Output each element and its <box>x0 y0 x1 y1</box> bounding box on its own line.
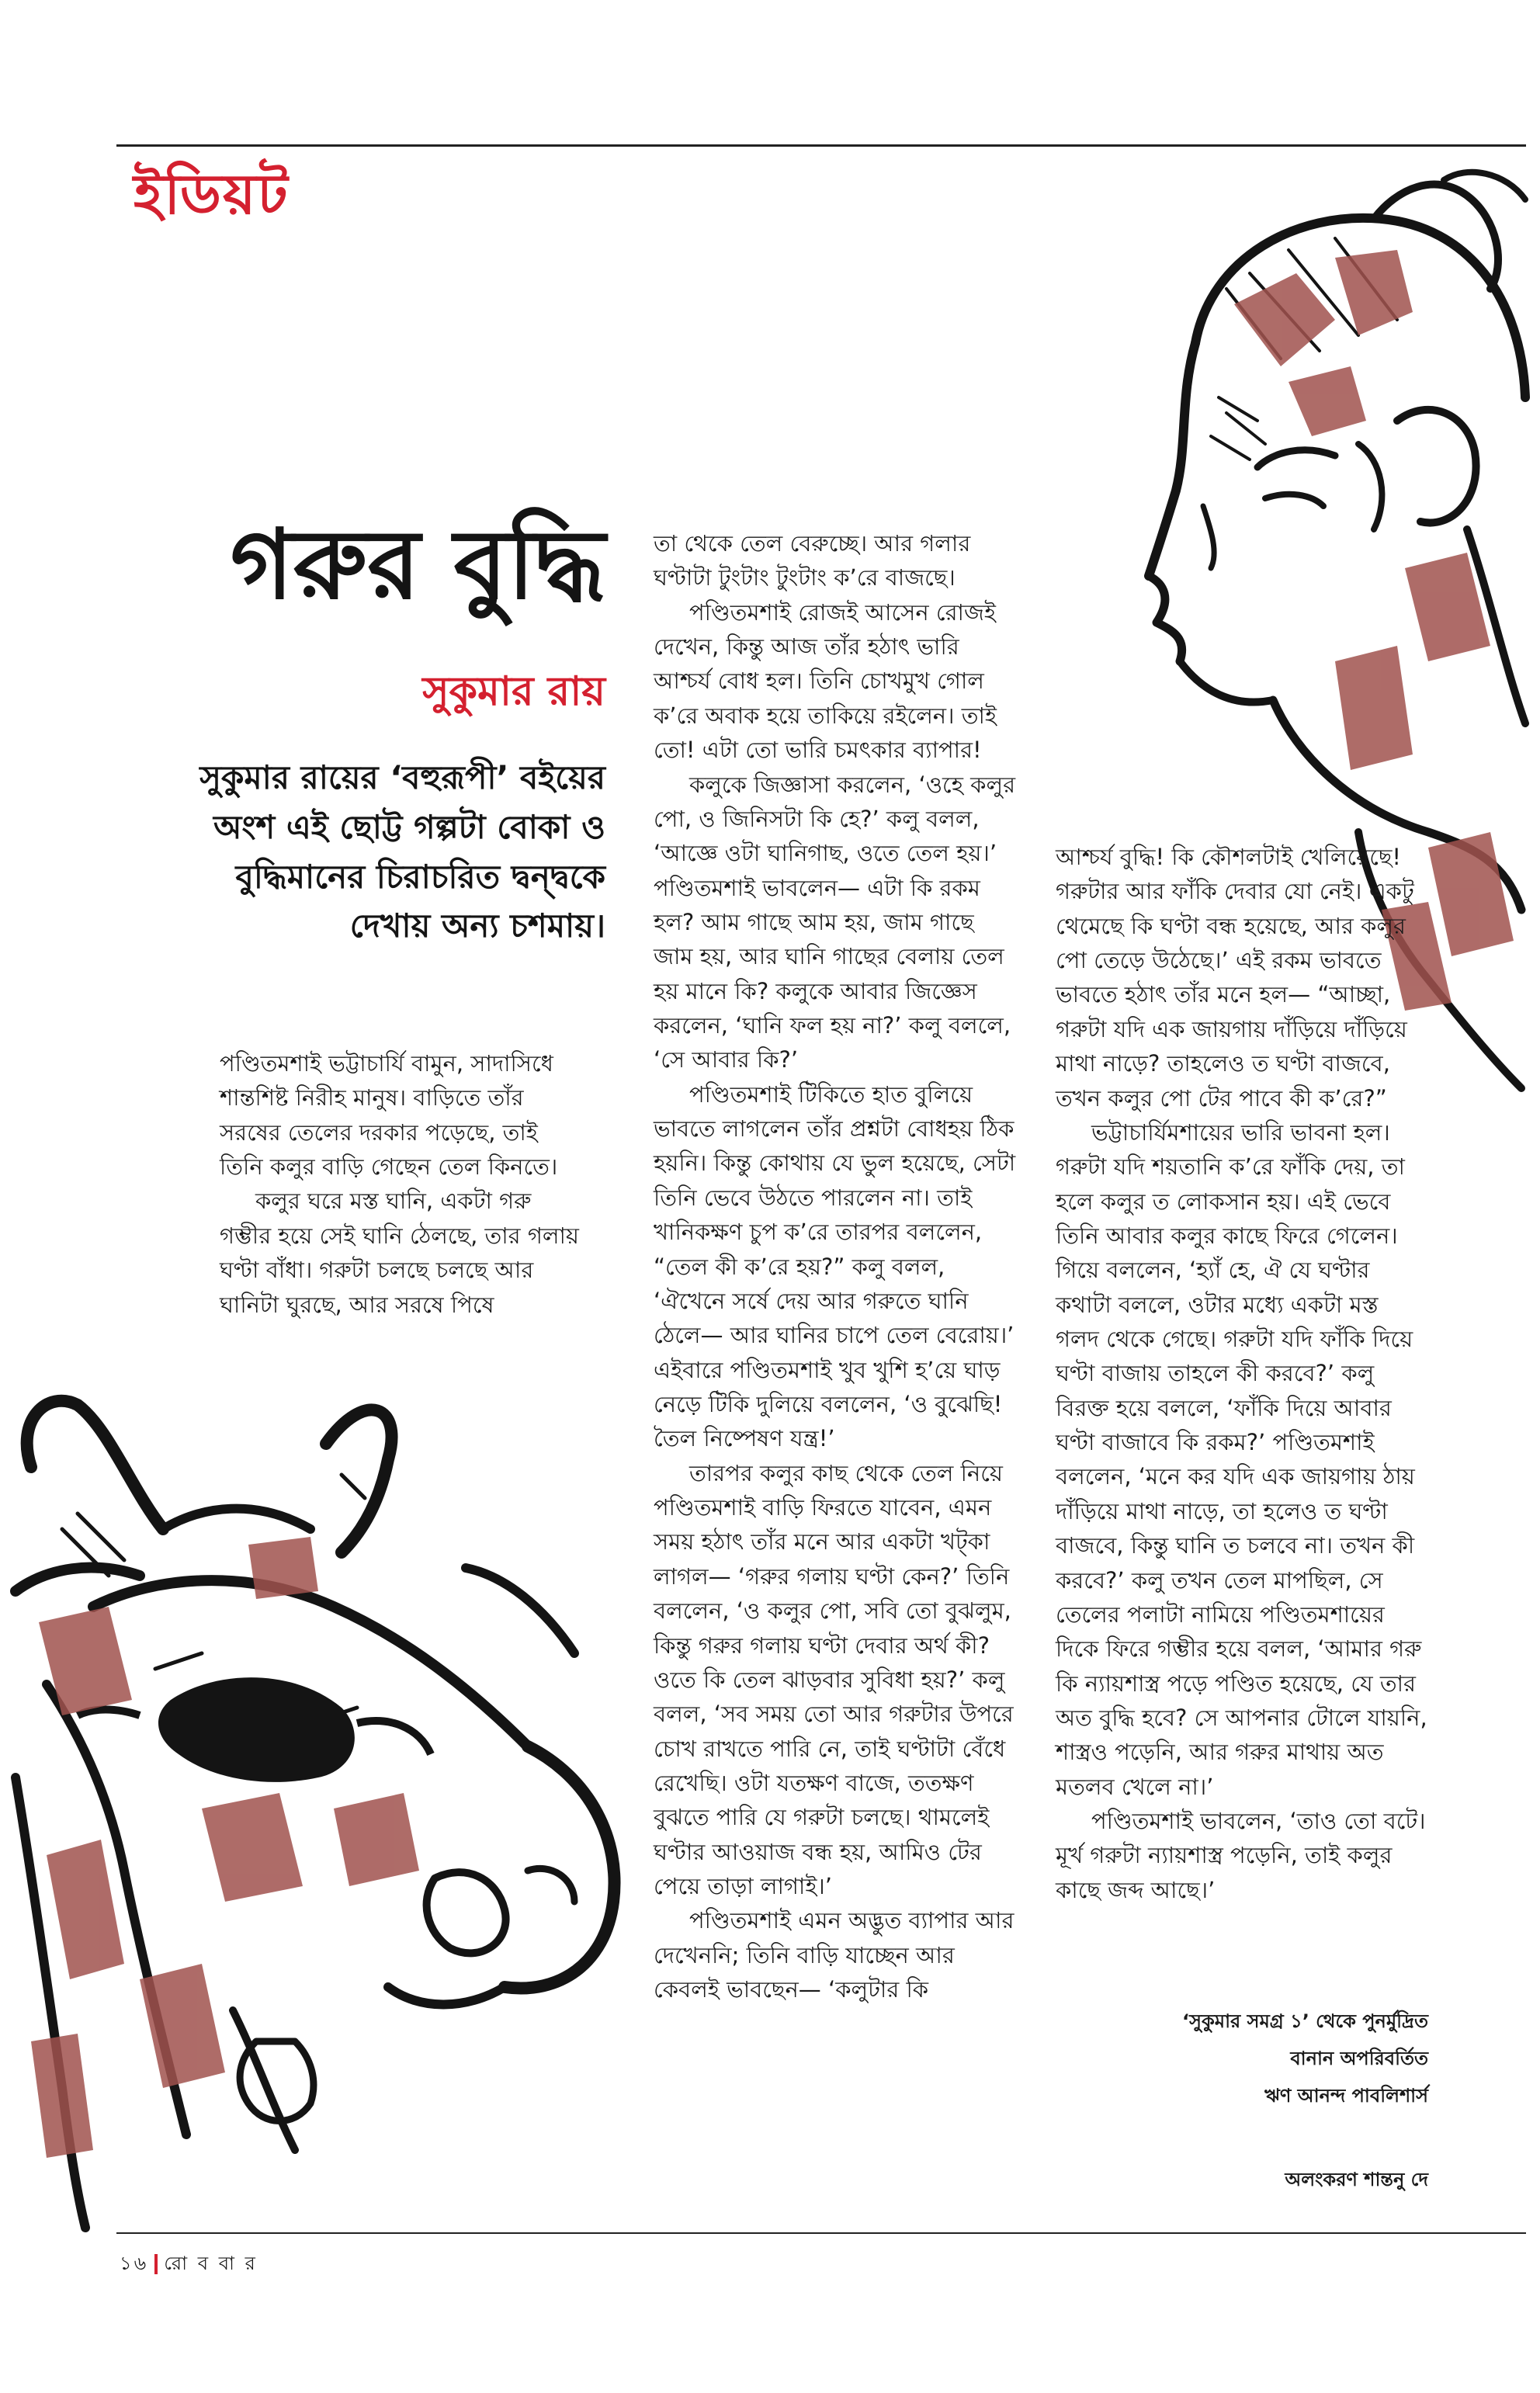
paragraph: তারপর কলুর কাছ থেকে তেল নিয়ে পণ্ডিতমশাই বাড়ি ফিরতে যাবেন, এমন সময় হঠাৎ তাঁর মনে আর একটা খট্‌কা লাগল— ‘গরুর গলায় ঘণ্টা কেন?’ তিনি বললেন, ‘ও কলুর পো, সবি তো বুঝলুম, কিন্তু গরুর গলায় ঘণ্টা দেবার অর্থ কী? ওতে কি তেল ঝাড়বার সুবিধা হয়?’ কলু বলল, ‘সব সময় তো আর গরুটার উপরে চোখ রাখতে পারি নে, তাই ঘণ্টাটা বেঁধে রেখেছি। ওটা যতক্ষণ বাজে, ততক্ষণ বুঝতে পারি যে গরুটা চলছে। থামলেই ঘণ্টার আওয়াজ বন্ধ হয়, আমিও টের পেয়ে তাড়া লাগাই।’ <box>654 1459 1014 1900</box>
author-name: সুকুমার রায় <box>422 668 605 715</box>
credit-debt: ঋণ আনন্দ পাবলিশার্স <box>1264 2085 1428 2107</box>
article-title: গরুর বুদ্ধি <box>230 508 605 621</box>
paragraph: পণ্ডিতমশাই টিকিতে হাত বুলিয়ে ভাবতে লাগলেন তাঁর প্রশ্নটা বোধহয় ঠিক হয়নি। কিন্তু কোথায় যে ভুল হয়েছে, সেটা তিনি ভেবে উঠতে পারলেন না। তাই খানিকক্ষণ চুপ ক’রে তারপর বললেন, “তেল কী ক’রে হয়?” কলু বলল, ‘ঐখেনে সর্ষে দেয় আর গরুতে ঘানি ঠেলে— আর ঘানির চাপে তেল বেরোয়।’ এইবারে পণ্ডিতমশাই খুব খুশি হ’য়ে ঘাড় নেড়ে টিকি দুলিয়ে বললেন, ‘ও বুঝেছি! তৈল নিষ্পেষণ যন্ত্র!’ <box>654 1080 1016 1452</box>
magazine-name: রো ব বা র <box>164 2253 258 2274</box>
cow-with-sunglasses-illustration <box>0 1374 636 2235</box>
paragraph: তা থেকে তেল বেরুচ্ছে। আর গলার ঘণ্টাটা টুংটাং টুংটাং ক’রে বাজছে। <box>654 530 971 591</box>
text-column-1 <box>220 1046 584 1322</box>
illustration-credit: অলংকরণ শান্তনু দে <box>1285 2169 1428 2190</box>
text-column-2 <box>654 526 1018 2006</box>
page-footer <box>120 2249 258 2280</box>
paragraph: পণ্ডিতমশাই রোজই আসেন রোজই দেখেন, কিন্তু আজ তাঁর হঠাৎ ভারি আশ্চর্য বোধ হল। তিনি চোখমুখ গোল ক’রে অবাক হয়ে তাকিয়ে রইলেন। তাই তো! এটা তো ভারি চমৎকার ব্যাপার! <box>654 598 997 764</box>
paragraph: আশ্চর্য বুদ্ধি! কি কৌশলটাই খেলিয়েছে! গরুটার আর ফাঁকি দেবার যো নেই। একটু থেমেছে কি ঘণ্টা বন্ধ হয়েছে, আর কলুর পো তেড়ে উঠেছে।’ এই রকম ভাবতে ভাবতে হঠাৎ তাঁর মনে হল— “আচ্ছা, গরুটা যদি এক জায়গায় দাঁড়িয়ে দাঁড়িয়ে মাথা নাড়ে? তাহলেও ত ঘণ্টা বাজবে, তখন কলুর পো টের পাবে কী ক’রে?” <box>1056 844 1414 1112</box>
paragraph: পণ্ডিতমশাই ভট্টাচার্যি বামুন, সাদাসিধে শান্তশিষ্ট নিরীহ মানুষ। বাড়িতে তাঁর সরষের তেলের দরকার পড়েছে, তাই তিনি কলুর বাড়ি গেছেন তেল কিনতে। <box>220 1050 558 1181</box>
section-label: ইডিয়ট <box>134 161 290 227</box>
page-number: ১৬ <box>120 2253 149 2274</box>
credit-source: ‘সুকুমার সমগ্র ১’ থেকে পুনর্মুদ্রিত <box>1182 2010 1428 2032</box>
text-column-3 <box>1056 840 1428 1907</box>
paragraph: পণ্ডিতমশাই এমন অদ্ভুত ব্যাপার আর দেখেননি; তিনি বাড়ি যাচ্ছেন আর কেবলই ভাবছেন— ‘কলুটার কি <box>654 1907 1015 2003</box>
top-rule <box>116 144 1526 147</box>
credit-spelling: বানান অপরিবর্তিত <box>1290 2048 1428 2069</box>
bottom-rule <box>116 2232 1526 2234</box>
reprint-credits <box>1056 2003 1428 2114</box>
intro-standfirst: সুকুমার রায়ের ‘বহুরূপী’ বইয়ের অংশ এই ছোট্ট গল্পটা বোকা ও বুদ্ধিমানের চিরাচরিত দ্বন্দ্বকে দেখায় অন্য চশমায়। <box>199 758 605 945</box>
paragraph: ভট্টাচার্যিমশায়ের ভারি ভাবনা হল। গরুটা যদি শয়তানি ক’রে ফাঁকি দেয়, তা হলে কলুর ত লোকসান হয়। এই ভেবে তিনি আবার কলুর কাছে ফিরে গেলেন। গিয়ে বললেন, ‘হ্যাঁ হে, ঐ যে ঘণ্টার কথাটা বললে, ওটার মধ্যে একটা মস্ত গলদ থেকে গেছে। গরুটা যদি ফাঁকি দিয়ে ঘণ্টা বাজায় তাহলে কী করবে?’ কলু বিরক্ত হয়ে বললে, ‘ফাঁকি দিয়ে আবার ঘণ্টা বাজাবে কি রকম?’ পণ্ডিতমশাই বললেন, ‘মনে কর যদি এক জায়গায় ঠায় দাঁড়িয়ে মাথা নাড়ে, তা হলেও ত ঘণ্টা বাজবে, কিন্তু ঘানি ত চলবে না। তখন কী করবে?’ কলু তখন তেল মাপছিল, সে তেলের পলাটা নামিয়ে পণ্ডিতমশায়ের দিকে ফিরে গম্ভীর হয়ে বলল, ‘আমার গরু কি ন্যায়শাস্ত্র পড়ে পণ্ডিত হয়েছে, যে তার অত বুদ্ধি হবে? সে আপনার টোলে যায়নি, শাস্ত্রও পড়েনি, আর গরুর মাথায় অত মতলব খেলে না।’ <box>1056 1118 1427 1800</box>
paragraph: পণ্ডিতমশাই ভাবলেন, ‘তাও তো বটে। মূর্খ গরুটা ন্যায়শাস্ত্র পড়েনি, তাই কলুর কাছে জব্দ আছে।’ <box>1056 1808 1426 1903</box>
paragraph: কলুর ঘরে মস্ত ঘানি, একটা গরু গম্ভীর হয়ে সেই ঘানি ঠেলছে, তার গলায় ঘণ্টা বাঁধা। গরুটা চলছে চলছে আর ঘানিটা ঘুরছে, আর সরষে পিষে <box>220 1188 579 1318</box>
footer-divider <box>154 2254 158 2274</box>
paragraph: কলুকে জিজ্ঞাসা করলেন, ‘ওহে কলুর পো, ও জিনিসটা কি হে?’ কলু বলল, ‘আজ্ঞে ওটা ঘানিগাছ, ওতে তেল হয়।’ পণ্ডিতমশাই ভাবলেন— এটা কি রকম হল? আম গাছে আম হয়, জাম গাছে জাম হয়, আর ঘানি গাছের বেলায় তেল হয় মানে কি? কলুকে আবার জিজ্ঞেস করলেন, ‘ঘানি ফল হয় না?’ কলু বললে, ‘সে আবার কি?’ <box>654 771 1016 1073</box>
